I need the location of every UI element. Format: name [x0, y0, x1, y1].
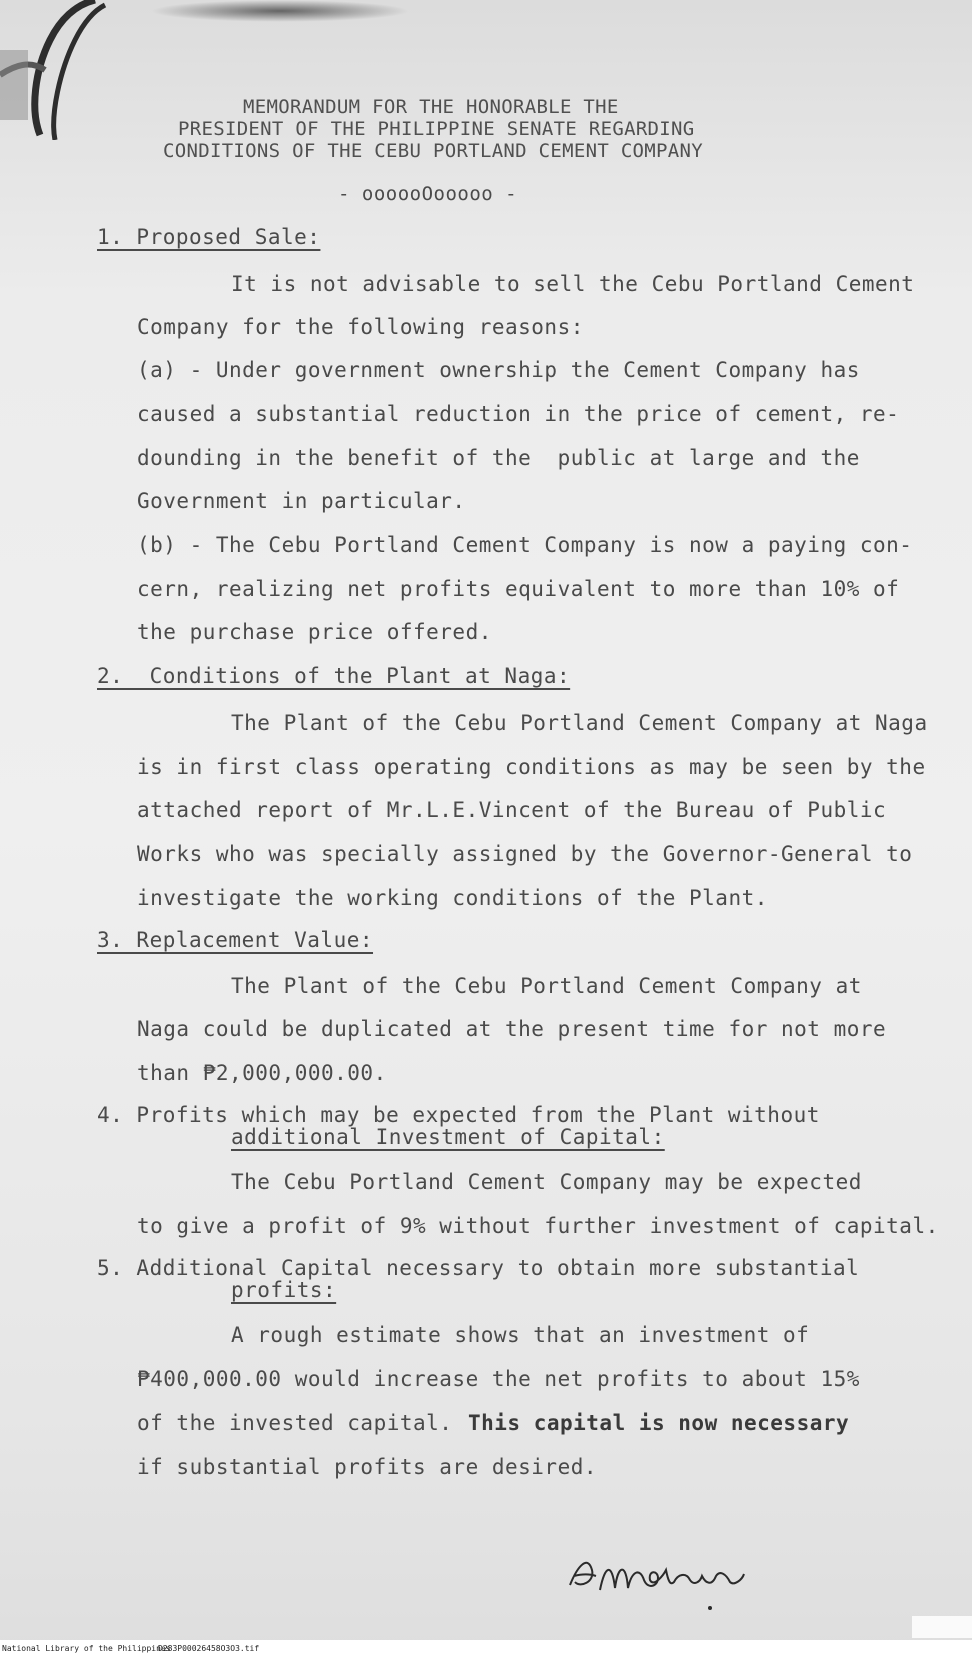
footer-library: National Library of the Philippines: [2, 1644, 171, 1653]
section-1-line: Government in particular.: [137, 489, 466, 513]
section-2-line: investigate the working conditions of the Plant.: [137, 886, 768, 910]
section-4-line: The Cebu Portland Cement Company may be expected: [231, 1170, 862, 1194]
section-3-line: Naga could be duplicated at the present time for not more: [137, 1017, 887, 1041]
section-5-line: This capital is now necessary: [468, 1411, 850, 1435]
section-1-line: cern, realizing net profits equivalent to more than 10% of: [137, 577, 900, 601]
section-2-line: The Plant of the Cebu Portland Cement Company at Naga: [231, 711, 928, 735]
section-1-line: the purchase price offered.: [137, 620, 492, 644]
paperclip-shadow: [150, 0, 410, 22]
section-3-line: The Plant of the Cebu Portland Cement Company at: [231, 974, 862, 998]
section-1-line: (b) - The Cebu Portland Cement Company is now a paying con-: [137, 533, 913, 557]
section-4-heading: 4. Profits which may be expected from the Plant without: [97, 1103, 820, 1127]
memo-title-line-1: MEMORANDUM FOR THE HONORABLE THE: [243, 96, 619, 118]
signature: [560, 1530, 820, 1610]
memo-title-line-3: CONDITIONS OF THE CEBU PORTLAND CEMENT COMPANY: [163, 140, 703, 162]
section-2-line: attached report of Mr.L.E.Vincent of the Bureau of Public: [137, 798, 887, 822]
paperclip-icon: [0, 0, 120, 140]
section-5-line: A rough estimate shows that an investment of: [231, 1323, 810, 1347]
section-1-line: It is not advisable to sell the Cebu Portland Cement: [231, 272, 915, 296]
section-2-heading: 2. Conditions of the Plant at Naga:: [97, 664, 571, 688]
scan-patch: [912, 1616, 972, 1638]
section-3-line: than ₱2,000,000.00.: [137, 1061, 387, 1085]
section-1-line: caused a substantial reduction in the price of cement, re-: [137, 402, 900, 426]
footer-file: D283P00026458O3O3.tif: [158, 1644, 260, 1653]
section-2-line: is in first class operating conditions as may be seen by the: [137, 755, 926, 779]
scan-footer: [0, 1640, 972, 1658]
section-1-line: (a) - Under government ownership the Cement Company has: [137, 358, 860, 382]
section-5-line: of the invested capital.: [137, 1411, 453, 1435]
section-5-line: if substantial profits are desired.: [137, 1455, 598, 1479]
section-1-heading: 1. Proposed Sale:: [97, 225, 321, 249]
signature-icon: [560, 1530, 820, 1610]
section-5-heading: 5. Additional Capital necessary to obtain more substantial: [97, 1256, 860, 1280]
section-1-line: Company for the following reasons:: [137, 315, 584, 339]
section-2-line: Works who was specially assigned by the Governor-General to: [137, 842, 913, 866]
memo-title-line-2: PRESIDENT OF THE PHILIPPINE SENATE REGARDING: [178, 118, 695, 140]
section-5-line: ₱400,000.00 would increase the net profits to about 15%: [137, 1367, 860, 1391]
section-1-line: dounding in the benefit of the public at large and the: [137, 446, 860, 470]
section-5-heading-cont: profits:: [231, 1278, 337, 1302]
section-3-heading: 3. Replacement Value:: [97, 928, 374, 952]
section-4-heading-cont: additional Investment of Capital:: [231, 1125, 665, 1149]
separator: - oooooOooooo -: [338, 183, 518, 205]
section-4-line: to give a profit of 9% without further investment of capital.: [137, 1214, 939, 1238]
